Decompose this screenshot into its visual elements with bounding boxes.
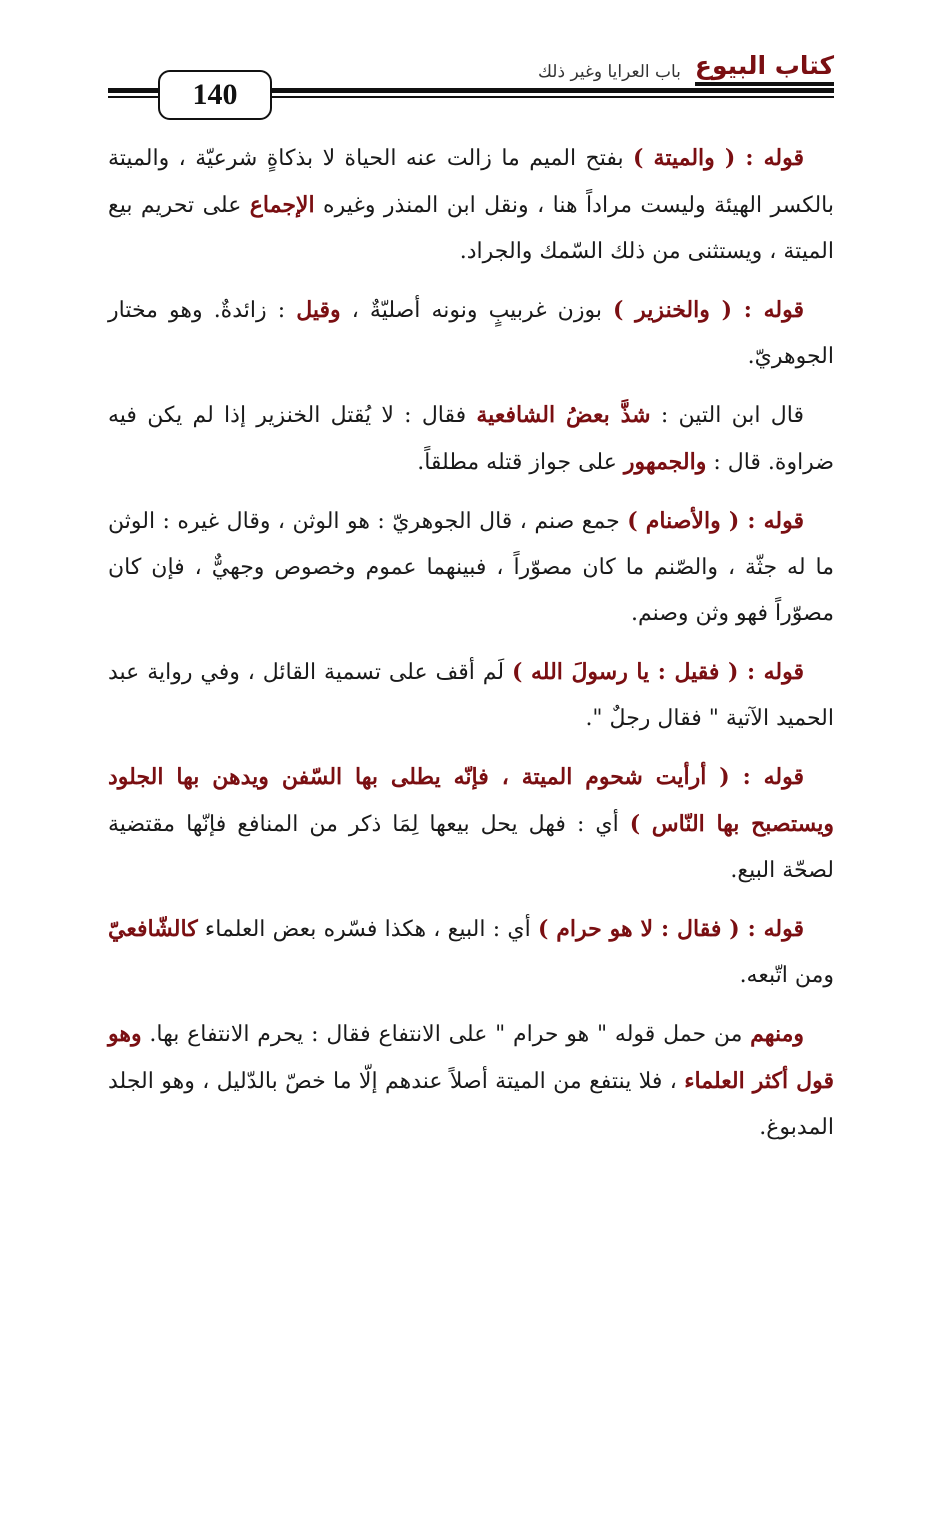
highlighted-term: قوله : ( أرأيت شحوم الميتة ، فإنّه يطلى بها السّفن ويدهن بها الجلود ويستصبح بها النّاس ) xyxy=(108,764,835,837)
page-header xyxy=(108,52,834,122)
highlighted-term: قوله : ( فقيل : يا رسولَ الله ) xyxy=(512,659,805,685)
paragraph-1 xyxy=(108,135,834,275)
body-text: ومن اتّبعه. xyxy=(739,963,834,988)
highlighted-term: وقيل xyxy=(296,297,341,323)
page-content xyxy=(108,135,834,1163)
body-text: بفتح الميم ما زالت عنه الحياة لا بذكاةٍ شرعيّة ، والميتة بالكسر الهيئة وليست مراداً هنا ، ونقل ابن المنذر وغيره xyxy=(108,146,834,218)
book-page xyxy=(108,0,834,1518)
paragraph-8 xyxy=(108,1011,834,1151)
paragraph-4 xyxy=(108,498,834,637)
highlighted-term: قوله : ( والخنزير ) xyxy=(613,297,804,323)
highlighted-term: قوله : ( والأصنام ) xyxy=(627,508,804,534)
highlighted-term: كالشّافعيّ xyxy=(108,916,198,942)
highlighted-term: شذَّ بعضُ الشافعية xyxy=(476,402,651,428)
body-text: جمع صنم ، قال الجوهريّ : هو الوثن ، وقال غيره : الوثن ما له جثّة ، والصّنم ما كان مصوّراً ، فبينهما عموم وخصوص وجهيٌّ ، فإن كان مصوّراً فهو وثن وصنم. xyxy=(108,509,834,626)
body-text: أي : البيع ، هكذا فسّره بعض العلماء xyxy=(197,917,538,942)
body-text: على تحريم بيع الميتة ، ويستثنى من ذلك السّمك والجراد. xyxy=(108,193,834,264)
body-text: بوزن غربيبٍ ونونه أصليّةٌ ، xyxy=(340,298,614,323)
body-text: لَم أقف على تسمية القائل ، وفي رواية عبد الحميد الآتية " فقال رجلٌ ". xyxy=(108,660,834,731)
highlighted-term: والجمهور xyxy=(623,449,707,475)
paragraph-3 xyxy=(108,392,834,486)
highlighted-term: ومنهم xyxy=(750,1021,804,1047)
paragraph-2 xyxy=(108,287,834,380)
body-text: فقال : لا يُقتل الخنزير إذا لم يكن فيه ضراوة. قال : xyxy=(108,403,834,475)
body-text: ، فلا ينتفع من الميتة أصلاً عندهم إلّا ما خصّ بالدّليل ، وهو الجلد المدبوغ. xyxy=(108,1069,834,1140)
paragraph-6 xyxy=(108,754,834,894)
highlighted-term: وهو قول أكثر العلماء xyxy=(108,1021,834,1094)
highlighted-term: قوله : ( والميتة ) xyxy=(633,145,804,171)
book-title: كتاب البيوع xyxy=(695,50,834,86)
page-number: 140 xyxy=(158,70,272,120)
paragraph-5 xyxy=(108,649,834,742)
chapter-title: باب العرايا وغير ذلك xyxy=(537,62,681,82)
body-text: : زائدةٌ. وهو مختار الجوهريّ. xyxy=(108,298,834,369)
body-text: أي : فهل يحل بيعها لِمَا ذكر من المنافع فإنّها مقتضية لصحّة البيع. xyxy=(108,812,834,883)
body-text: من حمل قوله " هو حرام " على الانتفاع فقال : يحرم الانتفاع بها. xyxy=(141,1022,751,1047)
highlighted-term: الإجماع xyxy=(249,192,315,218)
paragraph-7 xyxy=(108,906,834,999)
body-text: على جواز قتله مطلقاً. xyxy=(417,450,624,475)
highlighted-term: قوله : ( فقال : لا هو حرام ) xyxy=(537,916,804,942)
header-titles xyxy=(538,52,834,86)
body-text: قال ابن التين : xyxy=(650,403,804,428)
